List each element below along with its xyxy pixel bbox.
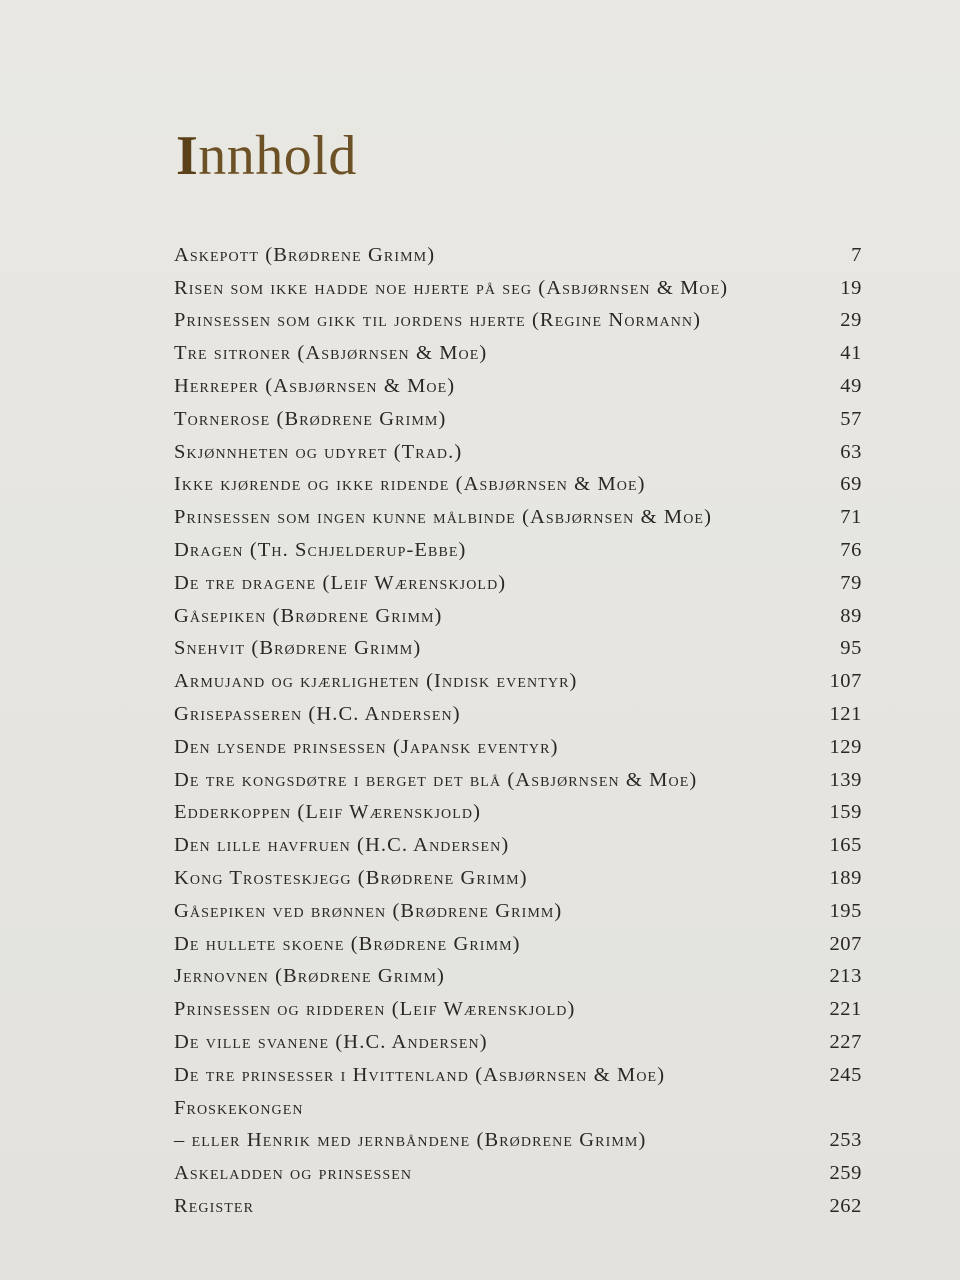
toc-entry-title: Askeladden og prinsessen [174,1162,413,1185]
toc-entry-page-number: 121 [829,702,862,725]
toc-entry-title: Gåsepiken ved brønnen (Brødrene Grimm) [174,899,563,922]
toc-entry [174,923,874,956]
toc-entry-page-number: 57 [840,407,862,430]
toc-entry-title: Froskekongen [174,1096,304,1119]
toc-entry [174,956,874,989]
toc-entry-page-number: 49 [840,374,862,397]
toc-entry-title: De ville svanene (H.C. Andersen) [174,1030,488,1053]
toc-entry [174,595,874,628]
toc-entry [174,628,874,661]
toc-entry-page-number: 41 [840,342,862,365]
toc-entry [174,1021,874,1054]
toc-entry [174,1120,874,1153]
toc-entry [174,1087,874,1120]
toc-entry [174,332,874,365]
toc-entry-page-number: 129 [829,735,862,758]
toc-entry-page-number: 221 [829,998,862,1021]
toc-entry [174,496,874,529]
toc-entry-title: Herreper (Asbjørnsen & Moe) [174,374,456,397]
toc-entry-title: De tre prinsesser i Hvittenland (Asbjørnsen & Moe) [174,1063,666,1086]
toc-entry-page-number: 259 [829,1162,862,1185]
toc-entry-title: Grisepasseren (H.C. Andersen) [174,702,461,725]
toc-entry-title: Gåsepiken (Brødrene Grimm) [174,604,443,627]
toc-entry-title: Edderkoppen (Leif Wærenskjold) [174,801,482,824]
toc-entry-page-number: 139 [829,768,862,791]
toc-entry-page-number: 227 [829,1030,862,1053]
toc-entry-page-number: 95 [840,637,862,660]
title-rest: nnhold [198,125,357,187]
toc-entry-title: De hullete skoene (Brødrene Grimm) [174,932,521,955]
toc-entry-page-number: 69 [840,473,862,496]
toc-entry-page-number: 89 [840,604,862,627]
toc-entry [174,234,874,267]
toc-entry-page-number: 207 [829,932,862,955]
toc-entry-page-number: 195 [829,899,862,922]
toc-entry [174,890,874,923]
toc-entry [174,660,874,693]
toc-entry-page-number: 76 [840,538,862,561]
toc-entry [174,529,874,562]
toc-entry-title: Tornerose (Brødrene Grimm) [174,407,447,430]
toc-entry [174,824,874,857]
toc-entry-title: Kong Trosteskjegg (Brødrene Grimm) [174,866,528,889]
table-of-contents [174,234,874,1218]
toc-entry-page-number: 19 [840,276,862,299]
toc-entry-title: Prinsessen som ingen kunne målbinde (Asbjørnsen & Moe) [174,506,712,529]
toc-entry-title: Tre sitroner (Asbjørnsen & Moe) [174,342,488,365]
toc-entry-title: Askepott (Brødrene Grimm) [174,243,436,266]
toc-entry-title: Snehvit (Brødrene Grimm) [174,637,422,660]
toc-entry-title: Armujand og kjærligheten (Indisk eventyr) [174,670,578,693]
toc-entry-title: Skjønnheten og udyret (Trad.) [174,440,463,463]
toc-entry-title: Prinsessen og ridderen (Leif Wærenskjold) [174,998,576,1021]
toc-entry [174,988,874,1021]
toc-entry [174,1185,874,1218]
toc-entry-page-number: 63 [840,440,862,463]
toc-entry-title: Den lille havfruen (H.C. Andersen) [174,834,510,857]
toc-entry-page-number: 245 [829,1063,862,1086]
toc-entry [174,267,874,300]
toc-entry-title: Prinsessen som gikk til jordens hjerte (Regine Normann) [174,309,702,332]
toc-entry-title: Risen som ikke hadde noe hjerte på seg (Asbjørnsen & Moe) [174,276,729,299]
toc-entry-title: Ikke kjørende og ikke ridende (Asbjørnsen & Moe) [174,473,646,496]
toc-entry [174,1152,874,1185]
toc-entry [174,300,874,333]
toc-entry [174,431,874,464]
title-initial: I [176,125,199,187]
toc-entry [174,759,874,792]
toc-entry [174,398,874,431]
toc-entry [174,726,874,759]
toc-entry-page-number: 262 [829,1194,862,1217]
toc-entry-title: Dragen (Th. Schjelderup-Ebbe) [174,538,467,561]
toc-entry-page-number: 159 [829,801,862,824]
toc-entry-page-number: 29 [840,309,862,332]
toc-entry-title: De tre dragene (Leif Wærenskjold) [174,571,507,594]
toc-entry-title: Jernovnen (Brødrene Grimm) [174,965,445,988]
toc-entry-page-number: 71 [840,506,862,529]
toc-entry [174,365,874,398]
toc-entry-page-number: 7 [851,243,862,266]
toc-entry-page-number: 165 [829,834,862,857]
toc-entry-page-number: 253 [829,1129,862,1152]
toc-entry [174,562,874,595]
toc-entry-page-number: 189 [829,866,862,889]
page-title [176,125,357,187]
toc-entry [174,464,874,497]
toc-entry [174,693,874,726]
toc-entry [174,1054,874,1087]
toc-entry-title: – eller Henrik med jernbåndene (Brødrene Grimm) [174,1129,647,1152]
toc-entry-page-number: 107 [829,670,862,693]
toc-entry-title: Den lysende prinsessen (Japansk eventyr) [174,735,559,758]
toc-entry-page-number: 79 [840,571,862,594]
toc-entry [174,857,874,890]
toc-entry-title: Register [174,1194,255,1217]
toc-entry [174,792,874,825]
toc-entry-title: De tre kongsdøtre i berget det blå (Asbjørnsen & Moe) [174,768,698,791]
toc-entry-page-number: 213 [829,965,862,988]
